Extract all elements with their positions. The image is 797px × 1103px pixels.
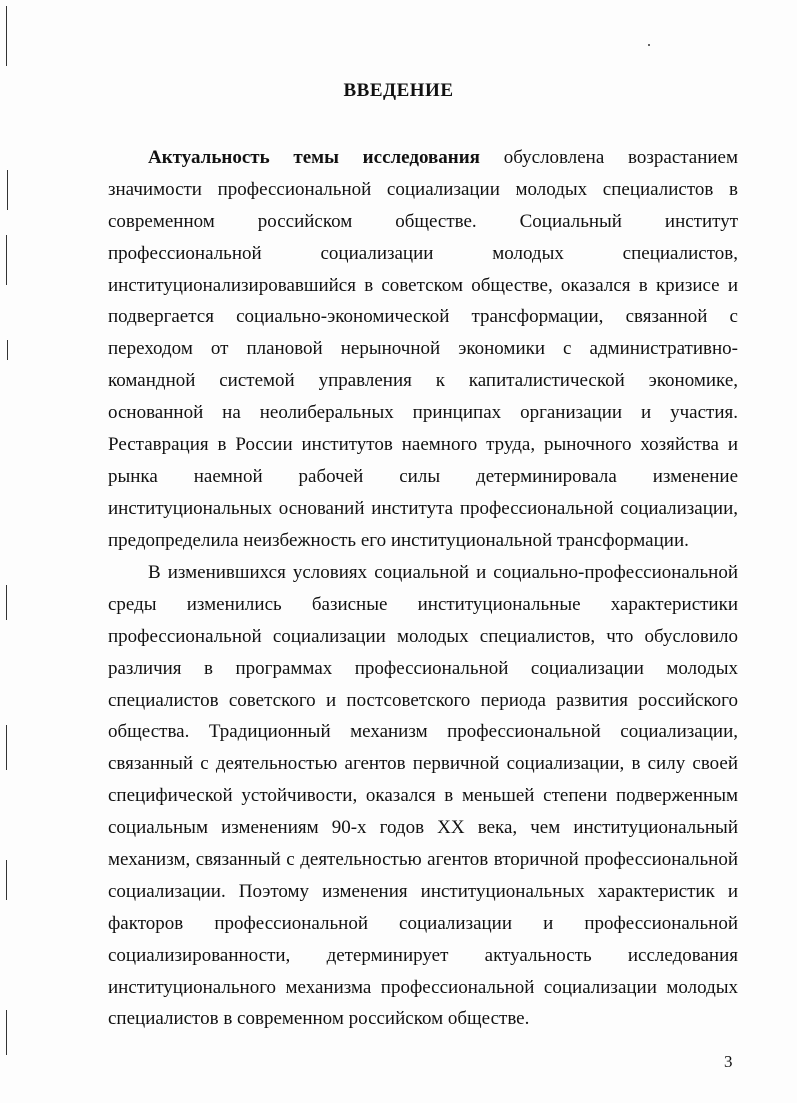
scan-artifact: [7, 170, 8, 210]
text-line: профессиональной социализации молодых специалистов, что обусловило: [108, 625, 738, 647]
text-line: современном российском обществе. Социальный институт: [108, 210, 738, 232]
text-line: институционального механизма профессиональной социализации молодых: [108, 976, 738, 998]
text-line: факторов профессиональной социализации и профессиональной: [108, 912, 738, 934]
text-line: социальным изменениям 90-х годов XX века, чем институциональный: [108, 817, 738, 839]
page-number: 3: [724, 1052, 733, 1071]
text-line: командной системой управления к капиталистической экономике,: [108, 370, 738, 392]
text-line: среды изменились базисные институциональные характеристики: [108, 593, 738, 615]
text-line: рынка наемной рабочей силы детерминировала изменение: [108, 465, 738, 487]
text-line: различия в программах профессиональной социализации молодых: [108, 657, 738, 679]
text-line: специалистов советского и постсоветского периода развития российского: [108, 689, 738, 711]
text-line: социализированности, детерминирует актуальность исследования: [108, 944, 738, 966]
scan-artifact: [6, 585, 7, 620]
scan-artifact: [6, 860, 7, 900]
scan-artifact: [6, 235, 7, 285]
paragraph-1: [108, 142, 738, 557]
text-line: связанный с деятельностью агентов первичной социализации, в силу своей: [108, 753, 738, 775]
text-line: Актуальность темы исследования обусловлена возрастанием: [148, 147, 738, 168]
text-line: специфической устойчивости, оказался в меньшей степени подверженным: [108, 785, 738, 807]
text-line: основанной на неолиберальных принципах организации и участия.: [108, 402, 738, 424]
bold-lead: Актуальность темы исследования: [148, 147, 480, 168]
page-title: ВВЕДЕНИЕ: [343, 80, 454, 101]
text-line: общества. Традиционный механизм профессиональной социализации,: [108, 721, 738, 743]
text-line: институциональных оснований института профессиональной социализации,: [108, 497, 738, 519]
text-line: подвергается социально-экономической трансформации, связанной с: [108, 306, 738, 328]
text-line: значимости профессиональной социализации молодых специалистов в: [108, 178, 738, 200]
text-line: социализации. Поэтому изменения институциональных характеристик и: [108, 880, 738, 902]
scan-artifact: [6, 1010, 7, 1055]
text-line: предопределила неизбежность его институциональной трансформации.: [108, 529, 689, 551]
text-line: профессиональной социализации молодых специалистов,: [108, 242, 738, 264]
text-line: специалистов в современном российском обществе.: [108, 1008, 530, 1030]
paragraph-2: [108, 557, 738, 1035]
text-line: В изменившихся условиях социальной и социально-профессиональной: [148, 562, 738, 583]
text-line: переходом от плановой нерыночной экономики с административно-: [108, 338, 738, 360]
text-line: институционализировавшийся в советском обществе, оказался в кризисе и: [108, 274, 738, 296]
text-line: механизм, связанный с деятельностью агентов вторичной профессиональной: [108, 849, 738, 871]
scan-artifact: [6, 6, 7, 66]
text-line: Реставрация в России институтов наемного труда, рыночного хозяйства и: [108, 434, 738, 456]
scan-artifact: [6, 725, 7, 770]
scan-artifact: [648, 44, 650, 46]
scan-artifact: [7, 340, 8, 360]
